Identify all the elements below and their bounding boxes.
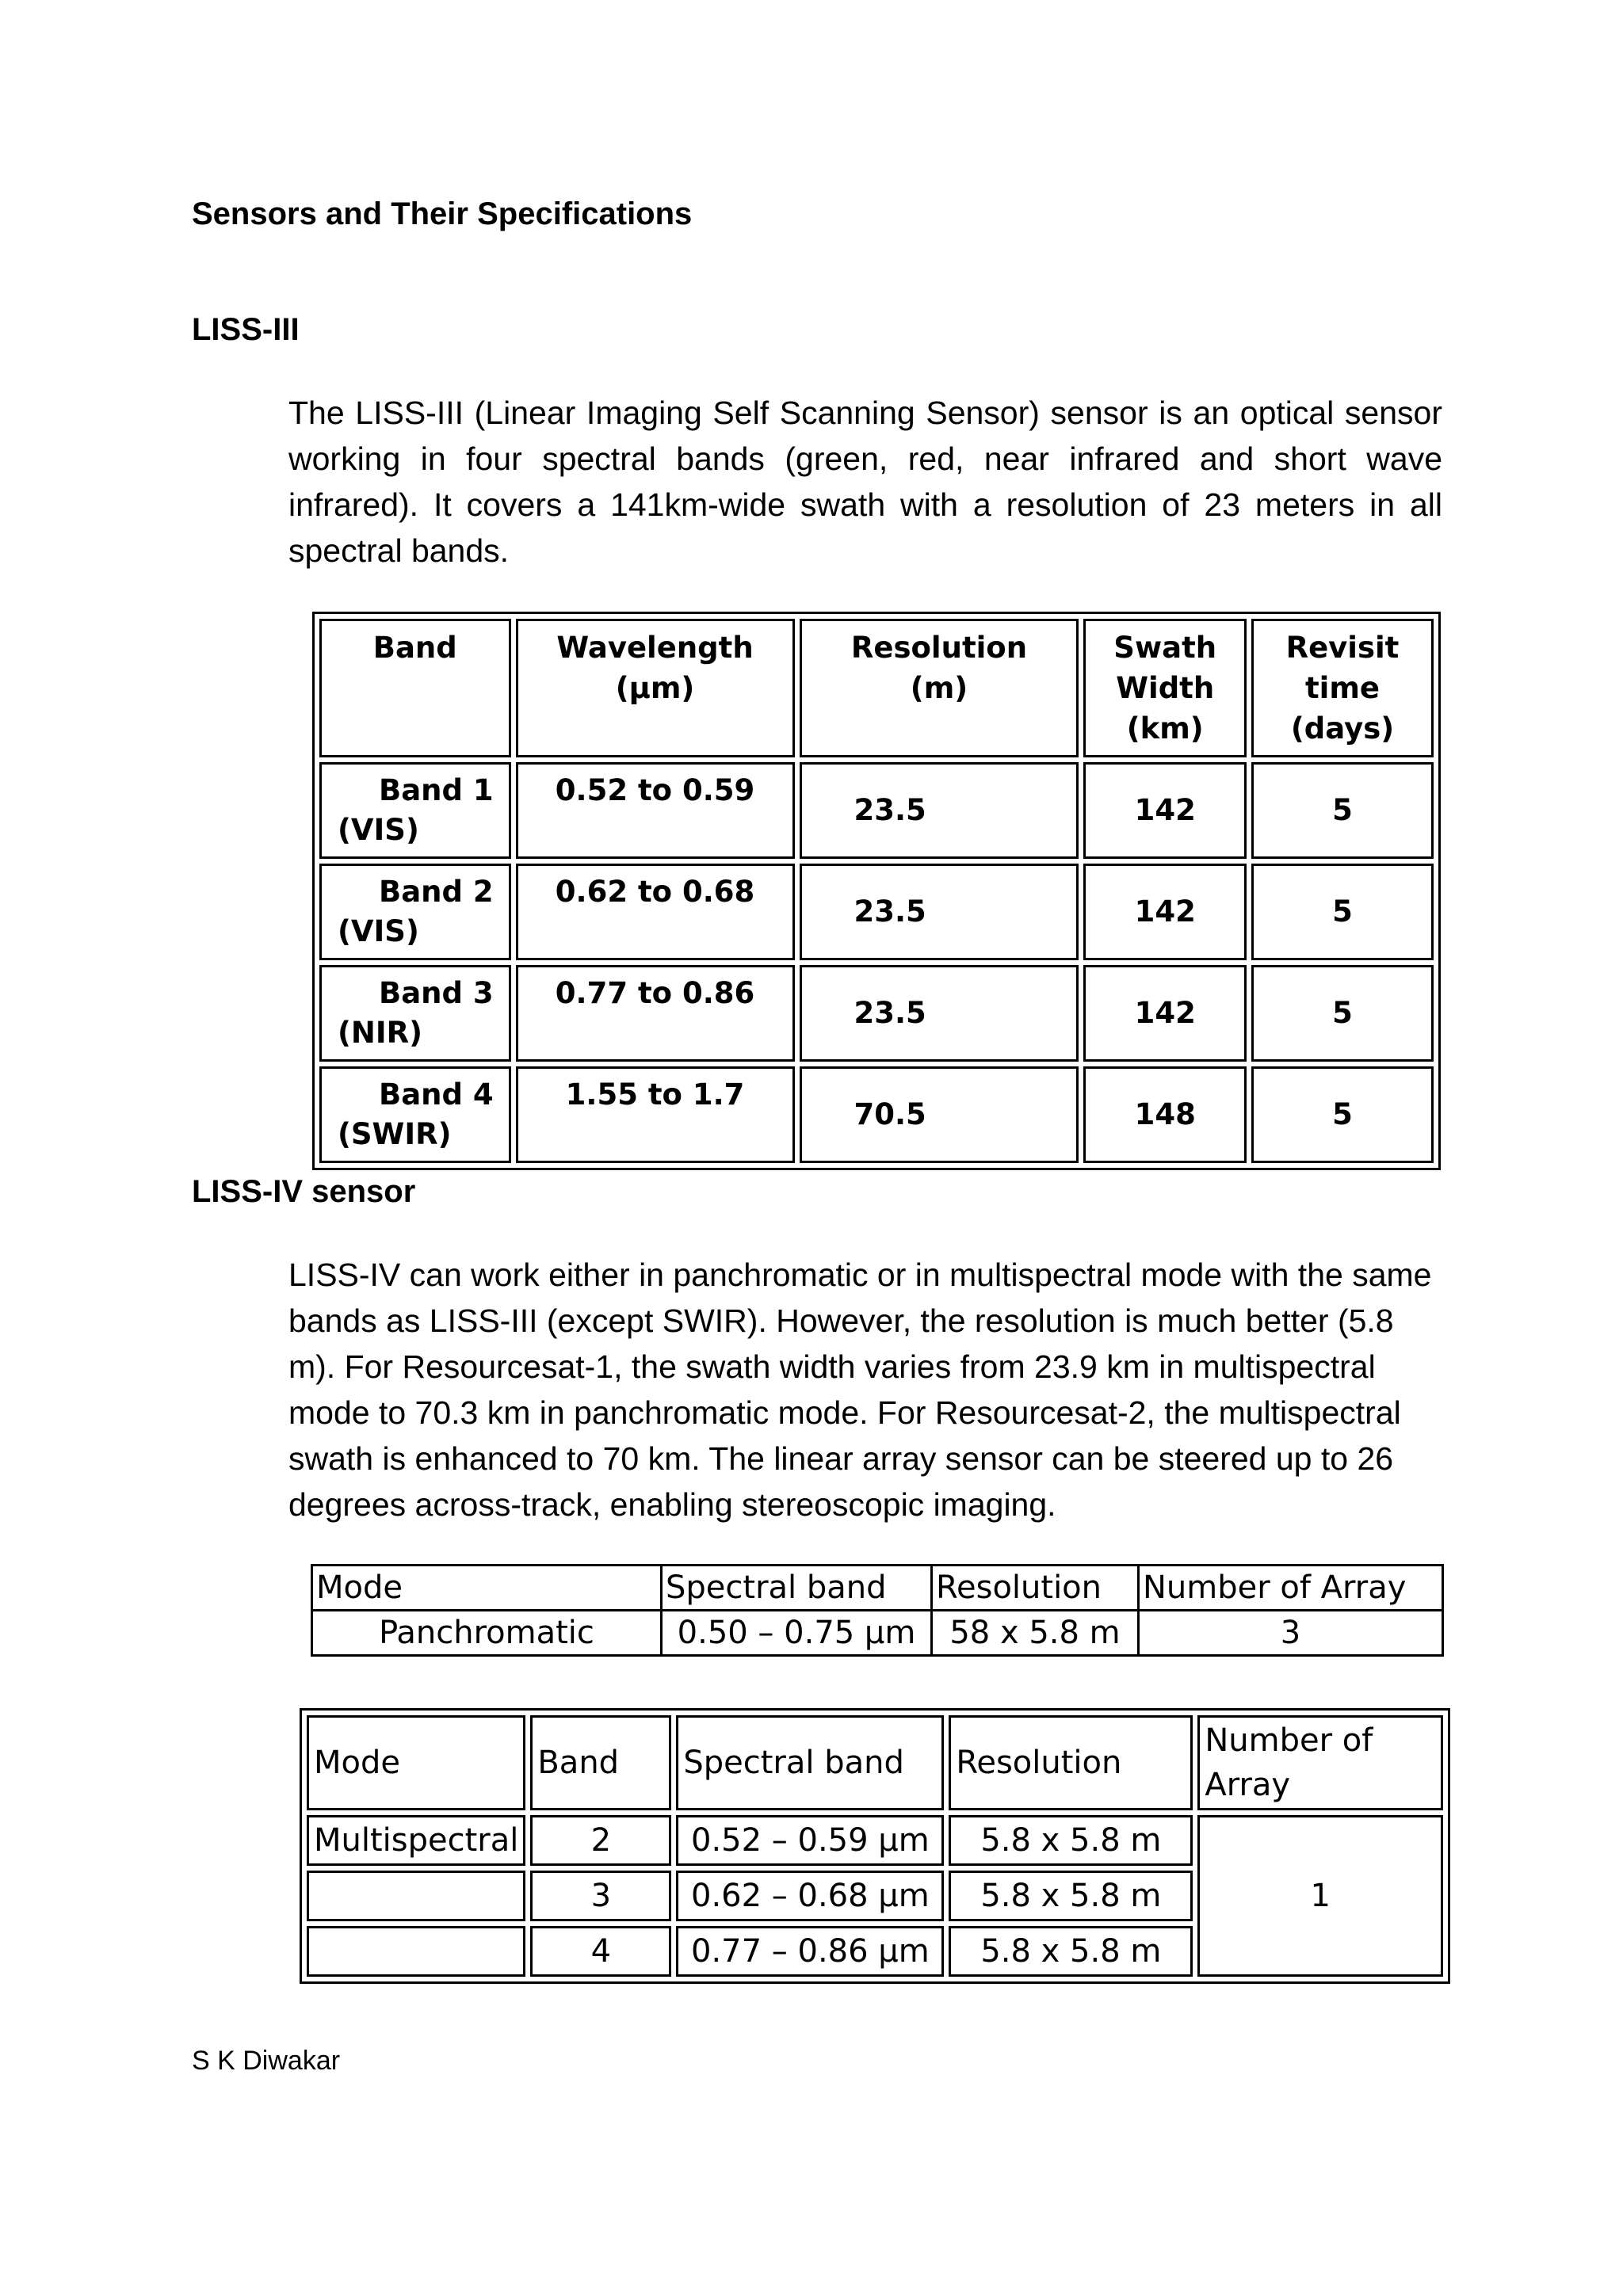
resolution-cell: 23.5: [800, 965, 1079, 1062]
band-cell: 4: [530, 1926, 671, 1977]
table-row: [319, 762, 1434, 859]
band-cell: 3: [530, 1871, 671, 1921]
band-cell: Band 2 (VIS): [319, 864, 511, 960]
revisit-cell: 5: [1251, 965, 1434, 1062]
resolution-cell: 5.8 x 5.8 m: [949, 1871, 1193, 1921]
array-cell: 3: [1139, 1611, 1443, 1656]
header-resolution: Resolution: [949, 1715, 1193, 1810]
header-band: Band: [530, 1715, 671, 1810]
wavelength-cell: 0.62 to 0.68: [516, 864, 795, 960]
mode-cell: [307, 1871, 525, 1921]
header-revisit: Revisit time (days): [1251, 619, 1434, 757]
resolution-cell: 23.5: [800, 762, 1079, 859]
header-mode: Mode: [312, 1566, 662, 1611]
liss3-paragraph: The LISS-III (Linear Imaging Self Scanning Sensor) sensor is an optical sensor working in four spectral bands (green, red, near infrared and short wave infrared). It covers a 141km-wide swath with a resolution of 23 meters in all spectral bands.: [288, 395, 1442, 569]
mode-cell: Panchromatic: [312, 1611, 662, 1656]
header-band: Band: [319, 619, 511, 757]
spectral-cell: 0.62 – 0.68 μm: [676, 1871, 944, 1921]
swath-cell: 142: [1083, 864, 1247, 960]
spectral-cell: 0.77 – 0.86 μm: [676, 1926, 944, 1977]
table-header-row: [319, 619, 1434, 757]
table-header-row: [312, 1566, 1443, 1611]
panchromatic-table: [311, 1564, 1444, 1657]
header-swath: Swath Width (km): [1083, 619, 1247, 757]
resolution-cell: 58 x 5.8 m: [932, 1611, 1139, 1656]
resolution-cell: 5.8 x 5.8 m: [949, 1815, 1193, 1866]
resolution-cell: 70.5: [800, 1066, 1079, 1163]
swath-cell: 142: [1083, 965, 1247, 1062]
header-spectral-band: Spectral band: [676, 1715, 944, 1810]
band-cell: Band 1 (VIS): [319, 762, 511, 859]
resolution-cell: 5.8 x 5.8 m: [949, 1926, 1193, 1977]
resolution-cell: 23.5: [800, 864, 1079, 960]
table-row: [319, 1066, 1434, 1163]
revisit-cell: 5: [1251, 1066, 1434, 1163]
wavelength-cell: 0.77 to 0.86: [516, 965, 795, 1062]
wavelength-cell: 0.52 to 0.59: [516, 762, 795, 859]
header-resolution: Resolution (m): [800, 619, 1079, 757]
table-row: [312, 1611, 1443, 1656]
header-resolution: Resolution: [932, 1566, 1139, 1611]
table-row: [319, 864, 1434, 960]
liss3-table: [312, 612, 1441, 1170]
liss3-heading: LISS-III: [192, 312, 300, 347]
spectral-cell: 0.52 – 0.59 μm: [676, 1815, 944, 1866]
swath-cell: 142: [1083, 762, 1247, 859]
table-row: [319, 965, 1434, 1062]
liss4-heading: LISS-IV sensor: [192, 1174, 416, 1209]
header-spectral-band: Spectral band: [662, 1566, 932, 1611]
band-cell: Band 3 (NIR): [319, 965, 511, 1062]
mode-cell: [307, 1926, 525, 1977]
array-cell: 1: [1197, 1815, 1443, 1977]
table-header-row: [307, 1715, 1443, 1810]
header-number-of-array: Number of Array: [1197, 1715, 1443, 1810]
header-mode: Mode: [307, 1715, 525, 1810]
revisit-cell: 5: [1251, 864, 1434, 960]
liss4-paragraph: LISS-IV can work either in panchromatic or in multispectral mode with the same bands as LISS-III (except SWIR). However, the resolution is much better (5.8 m). For Resourcesat-1, the swath width varies from 23.9 km in multispectral mode to 70.3 km in panchromatic mode. For Resourcesat-2, the multispectral swath is enhanced to 70 km. The linear array sensor can be steered up to 26 degrees across-track, enabling stereoscopic imaging.: [288, 1257, 1432, 1523]
page-title: Sensors and Their Specifications: [192, 196, 693, 231]
mode-cell: Multispectral: [307, 1815, 525, 1866]
table-row: [307, 1815, 1443, 1866]
band-cell: Band 4 (SWIR): [319, 1066, 511, 1163]
wavelength-cell: 1.55 to 1.7: [516, 1066, 795, 1163]
revisit-cell: 5: [1251, 762, 1434, 859]
header-number-of-array: Number of Array: [1139, 1566, 1443, 1611]
header-wavelength: Wavelength (μm): [516, 619, 795, 757]
spectral-cell: 0.50 – 0.75 μm: [662, 1611, 932, 1656]
multispectral-table: [300, 1708, 1450, 1984]
band-cell: 2: [530, 1815, 671, 1866]
swath-cell: 148: [1083, 1066, 1247, 1163]
footer-author: S K Diwakar: [192, 2046, 341, 2076]
